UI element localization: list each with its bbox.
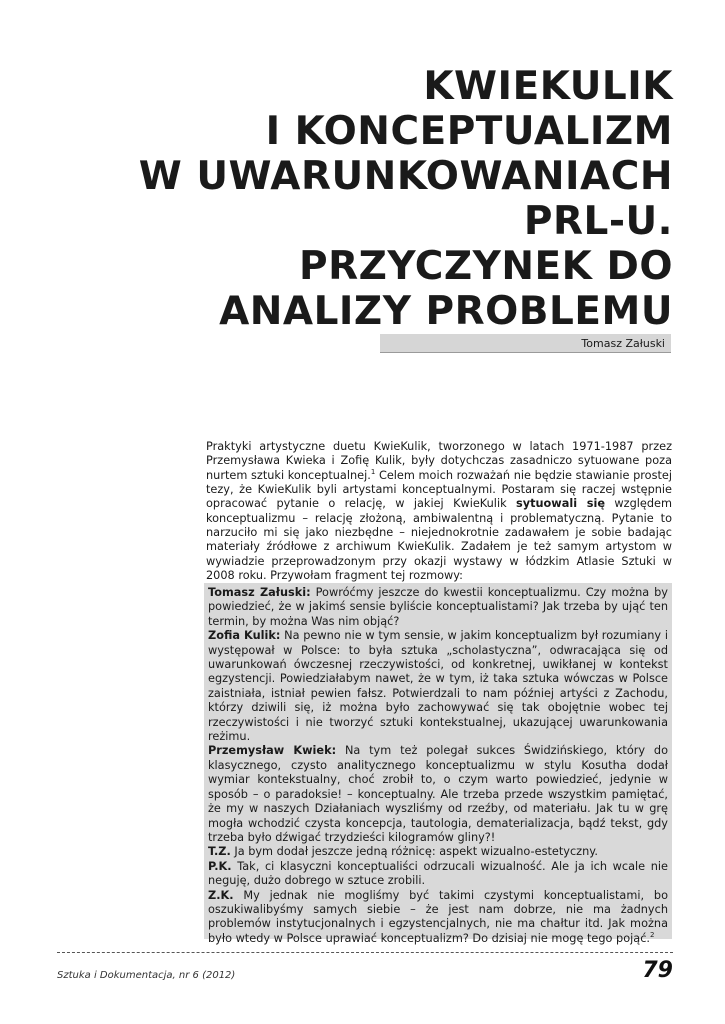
interview-turn [208,586,668,629]
intro-emphasis: sytuowali się [516,497,606,511]
intro-text: względem konceptualizmu – relację złożoną, ambiwalentną i problematyczną. Pytanie to narzuciło mi się jako niezbędne – niejednokrotnie zadawałem je sobie badając materiały źródłowe z archiwum KwieKulik. Zadałem je też samym artystom w wywiadzie przeprowadzonym przy okazji wystawy w łódzkim Atlasie Sztuki w 2008 roku. Przywołam fragment tej rozmowy: [206,497,672,583]
speaker-name: T.Z. [208,845,231,859]
title-line: W UWARUNKOWANIACH [138,154,673,199]
intro-paragraph [206,440,672,583]
speaker-name: Tomasz Załuski: [208,586,311,599]
journal-citation: Sztuka i Dokumentacja, nr 6 (2012) [57,970,236,981]
intro-text: Praktyki artystyczne duetu KwieKulik, tworzonego w latach 1971-1987 przez Przemysława Kwieka i Zofię Kulik, były dotychczas zasadniczo sytuowane poza nurtem sztuki konceptualnej. [206,440,672,482]
speaker-name: P.K. [208,859,232,873]
speaker-name: Zofia Kulik: [208,629,281,643]
title-line: PRL-U. [523,199,673,244]
footnote-ref[interactable]: 1 [370,467,376,476]
title-line: PRZYCZYNEK DO [299,244,673,289]
page-number: 79 [642,958,673,983]
author-name: Tomasz Załuski [581,337,665,350]
footer-divider [57,952,673,953]
interview-turn [208,845,668,859]
footnote-ref[interactable]: 2 [650,930,655,939]
interview-turn [208,629,668,744]
speech-text: My jednak nie mogliśmy być takimi czystymi konceptualistami, bo oszukiwalibyśmy samych siebie – że jest nam dobrze, nie ma żadnych problemów instytucjonalnych i egzystencjalnych, nie ma chałtur itd. Jak można było wtedy w Polsce uprawiać konceptualizm? Do dzisiaj nie mogę tego pojąć. [208,888,668,945]
title-line: KWIEKULIK [423,64,673,109]
speech-text: Powróćmy jeszcze do kwestii konceptualizmu. Czy można by powiedzieć, że w jakimś sensie byliście konceptualistami? Jak trzeba by ująć ten termin, by można Was nim objąć? [208,586,668,628]
title-line: I KONCEPTUALIZM [265,109,673,154]
speech-text: Tak, ci klasyczni konceptualiści odrzucali wizualność. Ale ja ich wcale nie neguję, dużo dobrego w sztuce zrobili. [208,859,668,888]
speaker-name: Z.K. [208,888,234,902]
speaker-name: Przemysław Kwiek: [208,744,337,758]
author-bar [380,334,671,353]
interview-turn [208,889,668,947]
interview-turn [208,744,668,845]
interview-turn [208,860,668,889]
speech-text: Ja bym dodał jeszcze jedną różnicę: aspekt wizualno-estetyczny. [230,845,598,859]
title-line: ANALIZY PROBLEMU [219,289,673,334]
article-title [53,64,673,334]
intro-text: Celem moich rozważań nie będzie stawianie prostej tezy, że KwieKulik byli artystami konceptualnymi. Postaram się raczej wstępnie opracować pytanie o relację, w jakiej KwieKulik [206,468,672,511]
speech-text: Na pewno nie w tym sensie, w jakim konceptualizm był rozumiany i występował w Polsce: to była sztuka „scholastyczna”, odwracająca się od uwarunkowań ówczesnej rzeczywistości, od konkretnej, uwikłanej w kontekst egzystencji. Powiedziałabym nawet, że w tym, iż taka sztuka wówczas w Polsce zaistniała, istniał pewien fałsz. Potwierdzali to nam później artyści z Zachodu, którzy dziwili się, iż można było zachowywać się tak obojętnie wobec tej rzeczywistości i nie tworzyć sztuki kontekstualnej, ukazującej uwarunkowania reżimu. [208,629,668,744]
speech-text: Na tym też polegał sukces Świdzińskiego, który do klasycznego, czysto analitycznego konceptualizmu w stylu Kosutha dodał wymiar kontekstualny, choć zrobił to, o czym warto powiedzieć, jedynie w sposób – o paradoksie! – konceptualny. Ale trzeba przede wszystkim pamiętać, że my w naszych Działaniach wyszliśmy od rzeźby, od materiału. Jak tu w grę mogła wchodzić czysta koncepcja, tautologia, dematerializacja, bądź tekst, gdy trzeba było dźwigać trzydzieści kilogramów gliny?! [208,744,669,844]
interview-box [204,583,672,945]
